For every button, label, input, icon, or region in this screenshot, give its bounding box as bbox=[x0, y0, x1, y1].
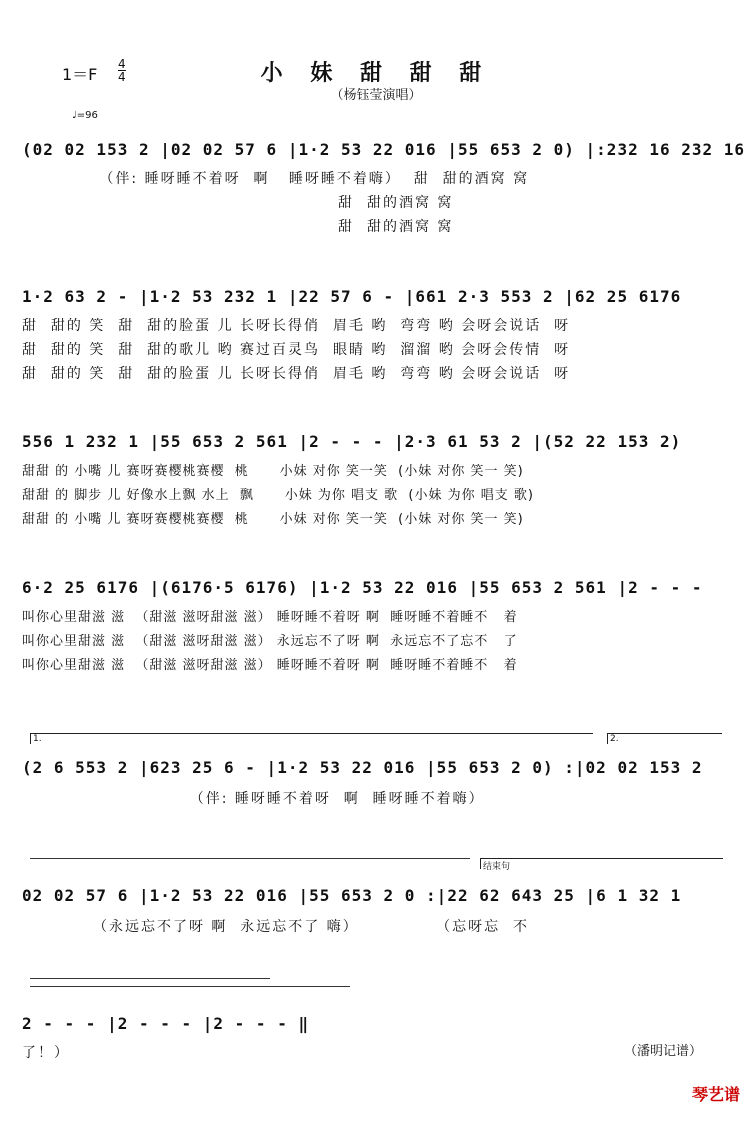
time-signature bbox=[118, 58, 126, 83]
meter-top: 4 bbox=[118, 57, 126, 71]
notes-line-7: 2 - - - |2 - - - |2 - - - ‖ bbox=[22, 1014, 310, 1033]
lyric-3-1: 甜甜 的 小嘴 儿 赛呀赛樱桃赛樱 桃 小妹 对你 笑一笑 (小妹 对你 笑一 笑) bbox=[22, 464, 524, 479]
notes-line-2: 1·2 63 2 - |1·2 53 232 1 |22 57 6 - |661 2·3 553 2 |62 25 6176 bbox=[22, 287, 682, 306]
lyric-4-1: 叫你心里甜滋 滋 （甜滋 滋呀甜滋 滋） 睡呀睡不着呀 啊 睡呀睡不着睡不 着 bbox=[22, 610, 518, 625]
lyric-6-1: （永远忘不了呀 啊 永远忘不了 嗨） （忘呀忘 不 bbox=[22, 919, 530, 935]
ending-bracket: 结束句 bbox=[480, 858, 723, 869]
lyric-3-3: 甜甜 的 小嘴 儿 赛呀赛樱桃赛樱 桃 小妹 对你 笑一笑 (小妹 对你 笑一 笑) bbox=[22, 512, 524, 527]
lyric-2-1: 甜 甜的 笑 甜 甜的脸蛋 儿 长呀长得俏 眉毛 哟 弯弯 哟 会呀会说话 呀 bbox=[22, 318, 571, 334]
site-logo: 琴艺谱 bbox=[691, 1085, 740, 1104]
meter-bottom: 4 bbox=[118, 70, 126, 84]
score-line-6 bbox=[22, 886, 732, 1006]
notes-line-4: 6·2 25 6176 |(6176·5 6176) |1·2 53 22 016 |55 653 2 561 |2 - - - bbox=[22, 578, 703, 597]
decrescendo-mark-lower bbox=[30, 986, 350, 987]
notes-line-5: (2 6 553 2 |623 25 6 - |1·2 53 22 016 |55 653 2 0) :|02 02 153 2 bbox=[22, 758, 703, 777]
volta-first: 1. bbox=[30, 733, 593, 744]
notes-line-3: 556 1 232 1 |55 653 2 561 |2 - - - |2·3 61 53 2 |(52 22 153 2) bbox=[22, 432, 682, 451]
lyric-2-2: 甜 甜的 笑 甜 甜的歌儿 哟 赛过百灵鸟 眼睛 哟 溜溜 哟 会呀会传情 呀 bbox=[22, 342, 571, 358]
score-line-7 bbox=[22, 1014, 732, 1134]
tempo-mark: ♩=96 bbox=[72, 110, 98, 121]
lyric-7-1: 了！） bbox=[22, 1045, 70, 1061]
lyric-4-3: 叫你心里甜滋 滋 （甜滋 滋呀甜滋 滋） 睡呀睡不着呀 啊 睡呀睡不着睡不 着 bbox=[22, 658, 518, 673]
notes-line-1: (02 02 153 2 |02 02 57 6 |1·2 53 22 016 |55 653 2 0) |:232 16 232 16 bbox=[22, 140, 746, 159]
score-line-1 bbox=[22, 140, 746, 260]
lyric-1-2: 甜 甜的酒窝 窝 bbox=[22, 195, 454, 211]
song-subtitle: （杨钰莹演唱） bbox=[330, 88, 422, 103]
transcriber-credit: （潘明记谱） bbox=[623, 1044, 702, 1059]
song-title: 小 妹 甜 甜 甜 bbox=[260, 61, 492, 86]
notes-line-6: 02 02 57 6 |1·2 53 22 016 |55 653 2 0 :|22 62 643 25 |6 1 32 1 bbox=[22, 886, 682, 905]
lyric-4-2: 叫你心里甜滋 滋 （甜滋 滋呀甜滋 滋） 永远忘不了呀 啊 永远忘不了忘不 了 bbox=[22, 634, 518, 649]
decrescendo-mark bbox=[30, 978, 270, 979]
score-line-2 bbox=[22, 287, 732, 407]
volta-second: 2. bbox=[607, 733, 722, 744]
lyric-3-2: 甜甜 的 脚步 儿 好像水上飘 水上 飘 小妹 为你 唱支 歌 (小妹 为你 唱支 歌) bbox=[22, 488, 534, 503]
score-line-3 bbox=[22, 432, 732, 552]
lyric-5-1: （伴: 睡呀睡不着呀 啊 睡呀睡不着嗨） bbox=[22, 791, 485, 807]
lyric-1-1: （伴: 睡呀睡不着呀 啊 睡呀睡不着嗨） 甜 甜的酒窝 窝 bbox=[22, 171, 530, 187]
lyric-1-3: 甜 甜的酒窝 窝 bbox=[22, 219, 454, 235]
lyric-2-3: 甜 甜的 笑 甜 甜的脸蛋 儿 长呀长得俏 眉毛 哟 弯弯 哟 会呀会说话 呀 bbox=[22, 366, 571, 382]
key-signature: 1＝F bbox=[62, 65, 98, 84]
volta-line bbox=[30, 858, 470, 859]
score-line-4 bbox=[22, 578, 732, 698]
